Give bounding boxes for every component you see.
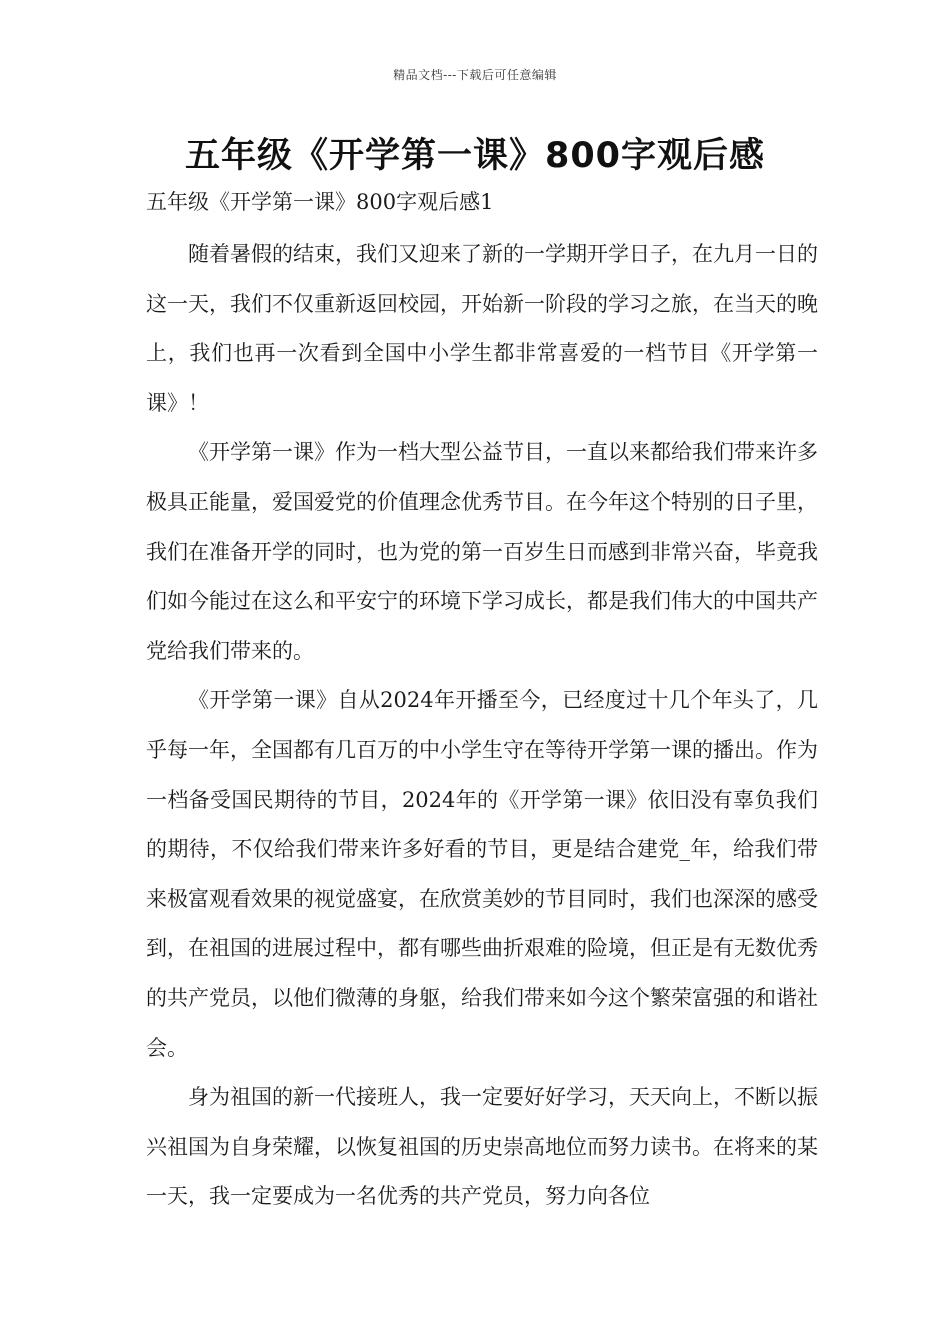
paragraph-2: 《开学第一课》作为一档大型公益节目，一直以来都给我们带来许多极具正能量，爱国爱党的价值理念优秀节目。在今年这个特别的日子里，我们在准备开学的同时，也为党的第一百岁生日而感到非常兴奋，毕竟我们如今能过在这么和平安宁的环境下学习成长，都是我们伟大的中国共产党给我们带来的。	[146, 440, 818, 663]
document-subtitle: 五年级《开学第一课》800字观后感1	[146, 190, 494, 214]
document-title: 五年级《开学第一课》800字观后感	[184, 136, 766, 176]
header-note: 精品文档---下载后可任意编辑	[393, 68, 557, 82]
paragraph-1: 随着暑假的结束，我们又迎来了新的一学期开学日子，在九月一日的这一天，我们不仅重新返回校园，开始新一阶段的学习之旅，在当天的晚上，我们也再一次看到全国中小学生都非常喜爱的一档节目《开学第一课》！	[146, 242, 818, 415]
paragraph-3: 《开学第一课》自从2024年开播至今，已经度过十几个年头了，几乎每一年，全国都有几百万的中小学生守在等待开学第一课的播出。作为一档备受国民期待的节目，2024年的《开学第一课》依旧没有辜负我们的期待，不仅给我们带来许多好看的节目，更是结合建党_年，给我们带来极富观看效果的视觉盛宴，在欣赏美妙的节目同时，我们也深深的感受到，在祖国的进展过程中，都有哪些曲折艰难的险境，但正是有无数优秀的共产党员，以他们微薄的身躯，给我们带来如今这个繁荣富强的和谐社会。	[146, 688, 818, 1060]
paragraph-4: 身为祖国的新一代接班人，我一定要好好学习，天天向上，不断以振兴祖国为自身荣耀，以恢复祖国的历史崇高地位而努力读书。在将来的某一天，我一定要成为一名优秀的共产党员，努力向各位	[146, 1085, 818, 1209]
document-body	[146, 230, 818, 1222]
